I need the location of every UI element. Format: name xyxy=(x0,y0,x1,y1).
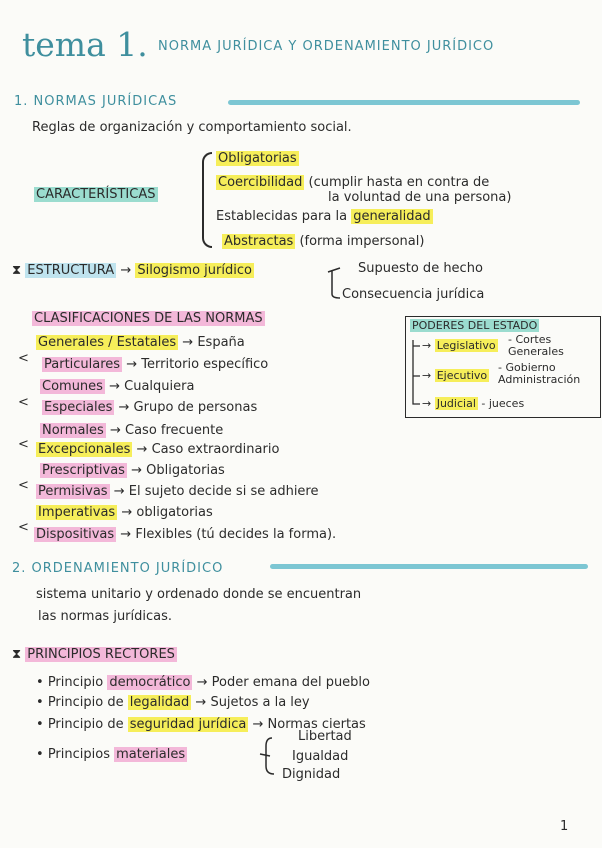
clasificacion-row xyxy=(42,401,257,414)
principio-1-arrow: → xyxy=(196,675,208,690)
clasificacion-arrow: → xyxy=(109,423,121,438)
clasificacion-arrow: → xyxy=(126,357,138,372)
pair-bracket-icon: < xyxy=(18,437,29,452)
clasificacion-term: Dispositivas xyxy=(36,527,115,542)
clasificacion-arrow: → xyxy=(113,484,125,499)
clasificacion-desc: obligatorias xyxy=(136,505,213,520)
section1-definition: Reglas de organización y comportamiento social. xyxy=(32,120,352,135)
section2-heading: 2. ORDENAMIENTO JURÍDICO xyxy=(12,561,224,576)
principios-label: PRINCIPIOS RECTORES xyxy=(27,647,175,662)
clasificacion-term: Prescriptivas xyxy=(42,463,125,478)
clasificacion-row xyxy=(40,380,194,393)
caracteristicas-brace xyxy=(202,152,212,248)
clasificacion-arrow: → xyxy=(131,463,142,478)
clasificacion-row xyxy=(42,358,268,371)
poderes-title: PODERES DEL ESTADO xyxy=(412,319,538,332)
estructura-value: Silogismo jurídico xyxy=(137,263,252,278)
clasificacion-desc: Obligatorias xyxy=(146,463,225,478)
clasificacion-term: Generales / Estatales xyxy=(38,335,177,350)
material-igualdad: Igualdad xyxy=(292,749,349,764)
clasificacion-row xyxy=(40,424,223,437)
clasificacion-term: Excepcionales xyxy=(38,442,131,457)
clasificacion-arrow: → xyxy=(121,505,133,520)
title-subtitle: NORMA JURÍDICA Y ORDENAMIENTO JURÍDICO xyxy=(158,39,495,54)
principio-1-term: democrático xyxy=(109,675,191,690)
estructura-arrow: → xyxy=(120,263,132,278)
clasificaciones-label: CLASIFICACIONES DE LAS NORMAS xyxy=(34,311,263,326)
poder-ejecutivo-desc: - Gobierno Administración xyxy=(498,361,581,387)
clasificacion-row xyxy=(34,528,336,541)
caracteristicas-label: CARACTERÍSTICAS xyxy=(36,187,156,202)
clasificacion-desc: Caso frecuente xyxy=(125,423,224,438)
material-dignidad: Dignidad xyxy=(282,767,341,782)
clasificacion-row xyxy=(36,336,245,349)
bow-icon: ⧗ xyxy=(12,263,22,278)
bow-icon: ⧗ xyxy=(12,647,22,662)
clasificacion-arrow: → xyxy=(120,527,132,542)
principio-2-term: legalidad xyxy=(129,695,190,710)
poder-ejecutivo: Ejecutivo xyxy=(436,369,488,382)
section2-underline xyxy=(270,564,588,569)
clasificacion-desc: Grupo de personas xyxy=(133,400,258,415)
pair-bracket-icon: < xyxy=(18,520,29,535)
clasificacion-desc: Flexibles (tú decides la forma). xyxy=(135,527,337,542)
caract-coercibilidad-note2: la voluntad de una persona) xyxy=(328,190,512,205)
material-libertad: Libertad xyxy=(298,729,352,744)
clasificacion-arrow: → xyxy=(136,442,148,457)
caract-coercibilidad-note: (cumplir hasta en contra de xyxy=(308,175,490,190)
poder-legislativo-desc: - Cortes Generales xyxy=(508,333,564,359)
section2-definition-2: las normas jurídicas. xyxy=(38,609,173,624)
clasificacion-term: Especiales xyxy=(44,400,113,415)
caract-coercibilidad: Coercibilidad xyxy=(218,175,303,190)
principio-1-prefix: Principio xyxy=(47,675,104,690)
clasificacion-row xyxy=(36,485,318,498)
clasificacion-arrow: → xyxy=(182,335,194,350)
caract-obligatorias: Obligatorias xyxy=(218,151,297,166)
pair-bracket-icon: < xyxy=(18,395,29,410)
principio-3-arrow: → xyxy=(252,717,264,732)
clasificacion-desc: España xyxy=(197,335,245,350)
principio-4-prefix: Principios xyxy=(47,747,110,762)
clasificacion-term: Normales xyxy=(42,423,104,438)
estructura-branch-consecuencia: Consecuencia jurídica xyxy=(342,287,485,302)
clasificacion-term: Comunes xyxy=(42,379,103,394)
principio-2-arrow: → xyxy=(195,695,207,710)
caract-generalidad: generalidad xyxy=(353,209,431,224)
estructura-branch-supuesto: Supuesto de hecho xyxy=(358,261,483,276)
clasificacion-arrow: → xyxy=(118,400,130,415)
page-number: 1 xyxy=(560,819,569,834)
clasificacion-arrow: → xyxy=(109,379,120,394)
clasificacion-desc: Caso extraordinario xyxy=(151,442,280,457)
clasificacion-term: Particulares xyxy=(44,357,121,372)
clasificacion-desc: El sujeto decide si se adhiere xyxy=(128,484,319,499)
principio-1-desc: Poder emana del pueblo xyxy=(211,675,370,690)
caract-establecidas: Establecidas para la xyxy=(216,209,348,224)
principio-2-prefix: Principio de xyxy=(47,695,124,710)
caract-abstractas: Abstractas xyxy=(224,234,294,249)
principio-3-desc: Normas ciertas xyxy=(267,717,366,732)
title-main: tema 1. xyxy=(22,25,148,64)
poder-judicial: Judicial xyxy=(436,397,476,410)
caract-abstractas-note: (forma impersonal) xyxy=(299,234,425,249)
section2-definition-1: sistema unitario y ordenado donde se encuentran xyxy=(36,587,362,602)
section1-underline xyxy=(228,100,580,105)
clasificacion-desc: Cualquiera xyxy=(124,379,195,394)
estructura-label: ESTRUCTURA xyxy=(27,263,115,278)
principio-2-desc: Sujetos a la ley xyxy=(210,695,310,710)
clasificacion-term: Permisivas xyxy=(38,484,108,499)
principio-3-term: seguridad jurídica xyxy=(129,717,247,732)
poder-judicial-desc: - jueces xyxy=(481,397,525,410)
poderes-bracket xyxy=(410,340,422,406)
poder-legislativo: Legislativo xyxy=(436,339,496,352)
clasificacion-row xyxy=(36,443,279,456)
clasificacion-term: Imperativas xyxy=(38,505,116,520)
pair-bracket-icon: < xyxy=(18,351,29,366)
principio-3-prefix: Principio de xyxy=(47,717,124,732)
clasificacion-desc: Territorio específico xyxy=(141,357,269,372)
clasificacion-row xyxy=(40,464,225,477)
pair-bracket-icon: < xyxy=(18,478,29,493)
section1-heading: 1. NORMAS JURÍDICAS xyxy=(14,94,178,109)
clasificacion-row xyxy=(36,506,213,519)
principio-4-term: materiales xyxy=(116,747,186,762)
